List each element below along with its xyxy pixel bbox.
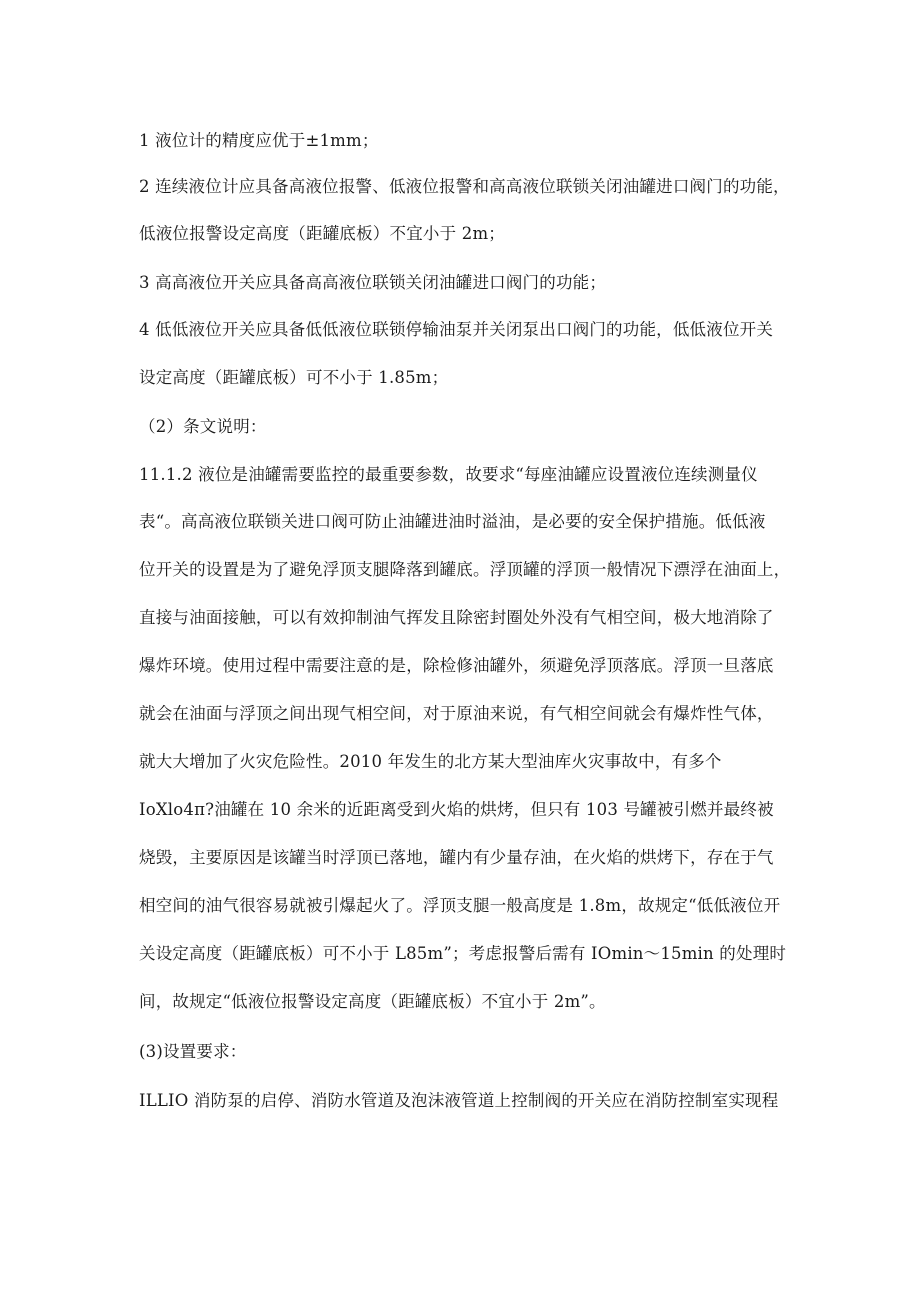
text-line: 11.1.2 液位是油罐需要监控的最重要参数，故要求“每座油罐应设置液位连续测量仪 [139, 465, 758, 484]
text-line: 1 液位计的精度应优于±1mm； [139, 131, 379, 150]
text-line: 4 低低液位开关应具备低低液位联锁停输油泵并关闭泵出口阀门的功能，低低液位开关 [139, 320, 774, 339]
text-line: 烧毁，主要原因是该罐当时浮顶已落地，罐内有少量存油，在火焰的烘烤下，存在于气 [139, 848, 774, 867]
text-line: 低液位报警设定高度（距罐底板）不宜小于 2m； [139, 224, 505, 243]
text-line: 表“。高高液位联锁关进口阀可防止油罐进油时溢油，是必要的安全保护措施。低低液 [139, 512, 766, 531]
text-line: 间，故规定“低液位报警设定高度（距罐底板）不宜小于 2m”。 [139, 992, 606, 1011]
text-line: 爆炸环境。使用过程中需要注意的是，除检修油罐外，须避免浮顶落底。浮顶一旦落底 [139, 656, 774, 675]
section-heading: （2）条文说明： [139, 417, 267, 436]
text-line: IoXlo4π?油罐在 10 余米的近距离受到火焰的烘烤，但只有 103 号罐被引燃并最终被 [139, 800, 774, 819]
text-line: 设定高度（距罐底板）可不小于 1.85m； [139, 368, 449, 387]
text-line: 相空间的油气很容易就被引爆起火了。浮顶支腿一般高度是 1.8m，故规定“低低液位开 [139, 896, 781, 915]
text-line: 直接与油面接触，可以有效抑制油气挥发且除密封圈处外没有气相空间，极大地消除了 [139, 608, 774, 627]
text-line: 位开关的设置是为了避免浮顶支腿降落到罐底。浮顶罐的浮顶一般情况下漂浮在油面上， [139, 560, 791, 579]
text-line: 3 高高液位开关应具备高高液位联锁关闭油罐进口阀门的功能； [139, 273, 607, 292]
text-line: 就会在油面与浮顶之间出现气相空间，对于原油来说，有气相空间就会有爆炸性气体， [139, 704, 774, 723]
text-line: 就大大增加了火灾危险性。2010 年发生的北方某大型油库火灾事故中，有多个 [139, 752, 722, 771]
text-line: 关设定高度（距罐底板）可不小于 L85m”；考虑报警后需有 IOmin～15min 的处理时 [139, 944, 787, 963]
text-line: ILLIO 消防泵的启停、消防水管道及泡沫液管道上控制阀的开关应在消防控制室实现程 [139, 1091, 779, 1110]
text-line: 2 连续液位计应具备高液位报警、低液位报警和高高液位联锁关闭油罐进口阀门的功能， [139, 177, 790, 196]
section-heading: (3)设置要求： [139, 1042, 247, 1061]
